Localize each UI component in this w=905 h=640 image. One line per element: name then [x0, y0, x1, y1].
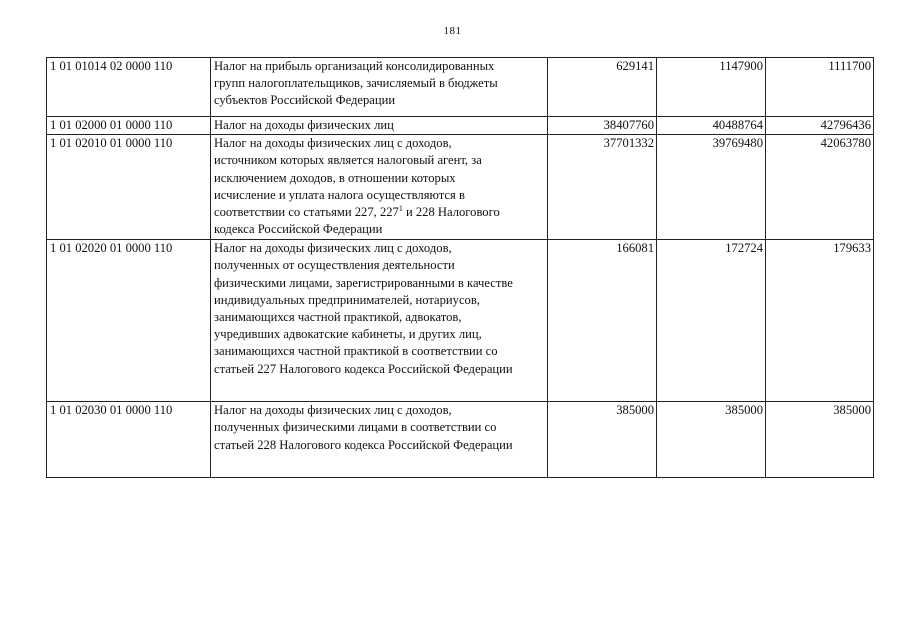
- revenue-name-cell: [211, 135, 548, 240]
- budget-code-cell: 1 01 02020 01 0000 110: [47, 240, 211, 402]
- year2-amount-cell: 40488764: [657, 117, 766, 135]
- revenue-name: Налог на прибыль организаций консолидированных групп налогоплательщиков, зачисляемый в бюджеты субъектов Российской Федерации: [214, 59, 498, 108]
- year3-amount-cell: 1111700: [766, 58, 874, 117]
- superscript-mark: 1: [398, 204, 403, 214]
- table-row: [47, 135, 874, 240]
- revenue-name-cell: [211, 240, 548, 402]
- year2-amount-cell: 39769480: [657, 135, 766, 240]
- year1-amount-cell: 629141: [548, 58, 657, 117]
- revenue-name-part: и 228 Налогового кодекса Российской Федерации: [214, 205, 500, 237]
- budget-code-cell: 1 01 02010 01 0000 110: [47, 135, 211, 240]
- year1-amount-cell: 38407760: [548, 117, 657, 135]
- year2-amount-cell: 1147900: [657, 58, 766, 117]
- year2-amount-cell: 172724: [657, 240, 766, 402]
- table-row: [47, 402, 874, 478]
- table-row: [47, 58, 874, 117]
- revenue-table: [46, 57, 874, 478]
- revenue-name: Налог на доходы физических лиц: [214, 118, 394, 132]
- revenue-name-cell: [211, 58, 548, 117]
- revenue-name: Налог на доходы физических лиц с доходов, полученных от осуществления деятельности физическими лицами, зарегистрированными в качестве индивидуальных предпринимателей, нотариусов, занимающихся частной практикой, адвокатов, учредивших адвокатские кабинеты, и других лиц, занимающихся частной практикой в соответствии со статьей 227 Налогового кодекса Российской Федерации: [214, 241, 513, 376]
- budget-code-cell: 1 01 02030 01 0000 110: [47, 402, 211, 478]
- year3-amount-cell: 179633: [766, 240, 874, 402]
- revenue-name-cell: [211, 402, 548, 478]
- year1-amount-cell: 385000: [548, 402, 657, 478]
- budget-code-cell: 1 01 02000 01 0000 110: [47, 117, 211, 135]
- table-row: [47, 240, 874, 402]
- revenue-name: Налог на доходы физических лиц с доходов, полученных физическими лицами в соответствии со статьей 228 Налогового кодекса Российской Федерации: [214, 403, 513, 452]
- year3-amount-cell: 42063780: [766, 135, 874, 240]
- revenue-name-part: Налог на доходы физических лиц с доходов, источником которых является налоговый агент, за исключением доходов, в отношении которых исчисление и уплата налога осуществляются в соответствии со статьями 227, 227: [214, 136, 482, 220]
- table-row: [47, 117, 874, 135]
- year3-amount-cell: 42796436: [766, 117, 874, 135]
- budget-code-cell: 1 01 01014 02 0000 110: [47, 58, 211, 117]
- year1-amount-cell: 166081: [548, 240, 657, 402]
- year2-amount-cell: 385000: [657, 402, 766, 478]
- page-number: 181: [443, 25, 462, 37]
- year1-amount-cell: 37701332: [548, 135, 657, 240]
- revenue-name-cell: [211, 117, 548, 135]
- year3-amount-cell: 385000: [766, 402, 874, 478]
- revenue-name: [214, 135, 545, 238]
